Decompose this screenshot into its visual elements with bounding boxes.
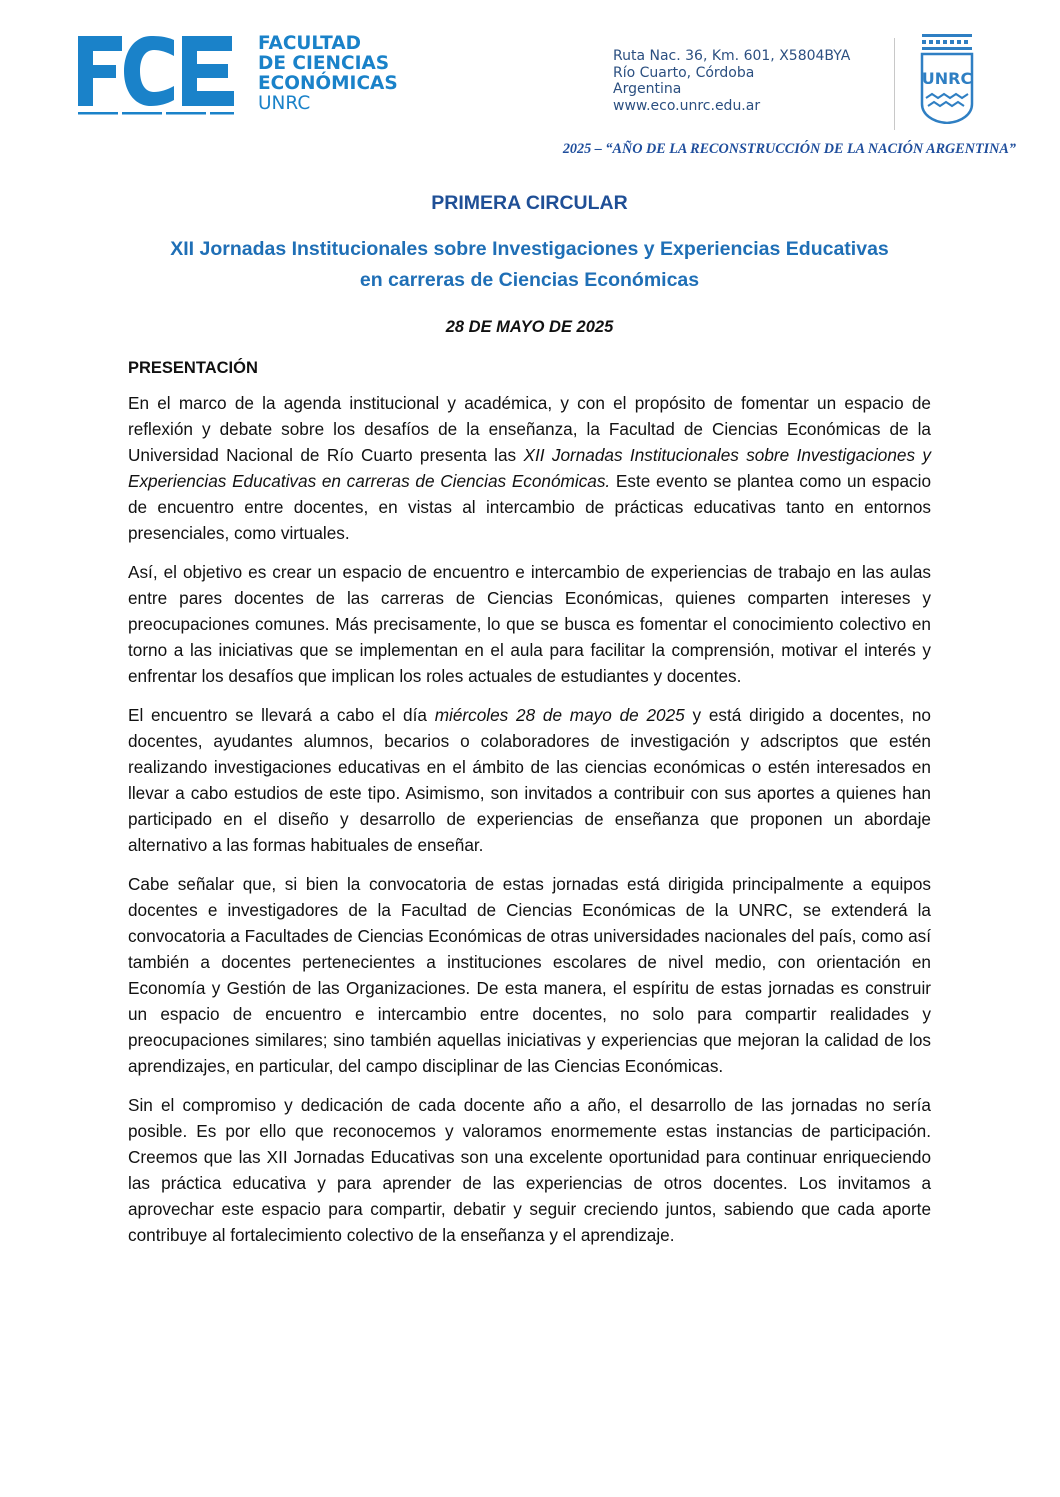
paragraph-1-text-a: En el marco de la agenda institucional y académica, y con el propósito de fomentar un espacio de reflexión y debate sobre los desafíos de la enseñanza, la Facultad de Ciencias Económicas de la Universidad Nacional de Río Cuarto presenta las	[128, 393, 931, 465]
event-title	[128, 234, 931, 296]
paragraph-1-text-b: Este evento se plantea como un espacio de encuentro entre docentes, en vistas al intercambio de prácticas educativas tanto en entornos presenciales, como virtuales.	[128, 471, 931, 543]
website-link[interactable]: www.eco.unrc.edu.ar	[613, 97, 761, 114]
paragraph-3-emphasis: miércoles 28 de mayo de 2025	[434, 705, 685, 725]
faculty-name	[258, 34, 398, 114]
event-title-line2: en carreras de Ciencias Económicas	[359, 269, 700, 291]
event-date: 28 DE MAYO DE 2025	[445, 318, 614, 336]
address-line1: Ruta Nac. 36, Km. 601, X5804BYA	[613, 48, 851, 64]
address-line3: Argentina	[613, 81, 682, 97]
address-line2: Río Cuarto, Córdoba	[613, 64, 755, 81]
year-motto: 2025 – “AÑO DE LA RECONSTRUCCIÓN DE LA NACIÓN ARGENTINA”	[562, 141, 1016, 157]
paragraph-3	[128, 702, 931, 858]
circular-title: PRIMERA CIRCULAR	[431, 192, 628, 214]
paragraph-3-text-b: y está dirigido a docentes, no docentes, ayudantes alumnos, becarios o colaboradores de investigación y adscriptos que estén realizando investigaciones educativas en el ámbito de las ciencias económicas o estén interesados en llevar a cabo estudios de este tipo. Asimismo, son invitados a contribuir con sus aportes a quienes han participado en el diseño y desarrollo de experiencias de enseñanza que proponen un abordaje alternativo a las formas habituales de enseñar.	[128, 705, 931, 855]
paragraph-4: Cabe señalar que, si bien la convocatoria de estas jornadas está dirigida principalmente a equipos docentes e investigadores de la Facultad de Ciencias Económicas de la UNRC, se extenderá la convocatoria a Facultades de Ciencias Económicas de otras universidades nacionales del país, como así también a docentes pertenecientes a instituciones escolares de nivel medio, con orientación en Economía y Gestión de las Organizaciones. De esta manera, el espíritu de estas jornadas es construir un espacio de encuentro e intercambio entre docentes, no solo para compartir realidades y preocupaciones similares; sino también aquellas iniciativas y experiencias que mejoran la calidad de los aprendizajes, en particular, del campo disciplinar de las Ciencias Económicas.	[128, 874, 931, 1076]
section-heading: PRESENTACIÓN	[128, 359, 258, 377]
faculty-name-line2: DE CIENCIAS	[258, 53, 390, 74]
unrc-shield-logo	[918, 34, 976, 124]
header-divider	[894, 38, 895, 130]
paragraph-5: Sin el compromiso y dedicación de cada docente año a año, el desarrollo de las jornadas no sería posible. Es por ello que reconocemos y valoramos enormemente estas instancias de participación. Creemos que las XII Jornadas Educativas son una excelente oportunidad para continuar enriqueciendo las práctica educativa y para aprender de las experiencias de otros docentes. Los invitamos a aprovechar este espacio para compartir, debatir y seguir creciendo juntos, sabiendo que cada aporte contribuye al fortalecimiento colectivo de la enseñanza y el aprendizaje.	[128, 1095, 931, 1245]
fce-logo	[78, 36, 238, 118]
paragraph-1	[128, 390, 931, 546]
paragraph-2: Así, el objetivo es crear un espacio de encuentro e intercambio de experiencias de trabajo en las aulas entre pares docentes de las carreras de Ciencias Económicas, quienes comparten intereses y preocupaciones comunes. Más precisamente, lo que se busca es fomentar el conocimiento colectivo en torno a las iniciativas que se implementan en el aula para facilitar la comprensión, motivar el interés y enfrentar los desafíos que implican los roles actuales de estudiantes y docentes.	[128, 562, 931, 686]
faculty-name-line4: UNRC	[258, 93, 311, 114]
shield-text: UNRC	[921, 69, 973, 88]
paragraph-1-emphasis: XII Jornadas Institucionales sobre Investigaciones y Experiencias Educativas en carreras de Ciencias Económicas.	[128, 445, 931, 491]
faculty-name-line3: ECONÓMICAS	[258, 73, 398, 94]
address-block	[613, 48, 850, 114]
letterhead	[0, 0, 1060, 157]
document-body	[128, 186, 931, 1248]
event-title-line1: XII Jornadas Institucionales sobre Investigaciones y Experiencias Educativas	[170, 238, 889, 260]
faculty-name-line1: FACULTAD	[258, 33, 362, 54]
paragraph-3-text-a: El encuentro se llevará a cabo el día	[128, 705, 435, 725]
